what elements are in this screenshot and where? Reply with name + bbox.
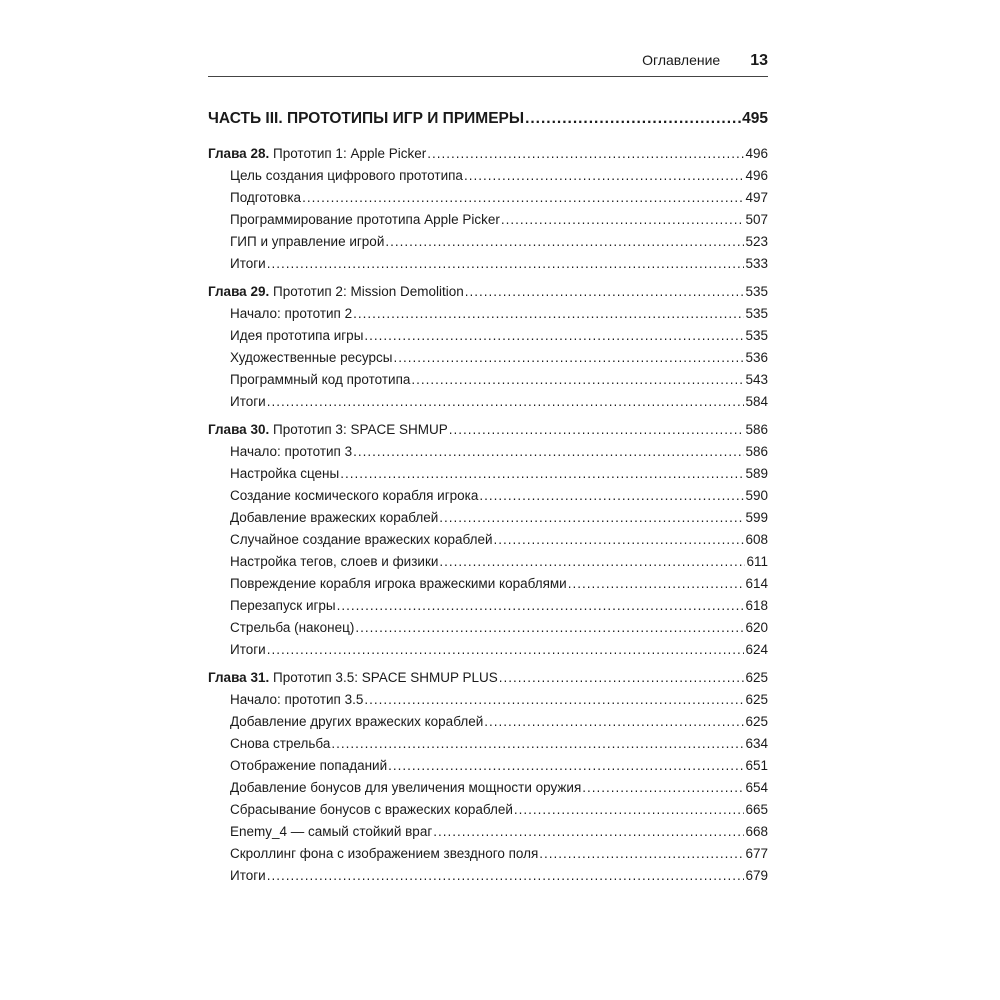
dot-leader: [388, 758, 744, 773]
chapter-group: [208, 422, 768, 664]
chapter-group: [208, 146, 768, 278]
section-title: Программный код прототипа: [230, 372, 411, 387]
dot-leader: [353, 444, 744, 459]
section-page: 497: [745, 190, 768, 205]
dot-leader: [439, 510, 744, 525]
chapter-entry[interactable]: [208, 146, 768, 168]
section-page: 651: [745, 758, 768, 773]
dot-leader: [267, 642, 745, 657]
section-entry[interactable]: [208, 168, 768, 190]
section-entry[interactable]: [208, 510, 768, 532]
chapter-group: [208, 670, 768, 890]
section-entry[interactable]: [208, 256, 768, 278]
section-page: 634: [745, 736, 768, 751]
section-page: 543: [745, 372, 768, 387]
section-entry[interactable]: [208, 394, 768, 416]
dot-leader: [484, 714, 744, 729]
section-title: Итоги: [230, 642, 266, 657]
dot-leader: [501, 212, 745, 227]
section-entry[interactable]: [208, 234, 768, 256]
section-entry[interactable]: [208, 846, 768, 868]
section-title: Добавление бонусов для увеличения мощности оружия: [230, 780, 582, 795]
chapter-list: [208, 146, 768, 890]
part-page: 495: [742, 110, 768, 127]
section-page: 599: [745, 510, 768, 525]
section-page: 625: [745, 692, 768, 707]
section-title: Программирование прототипа Apple Picker: [230, 212, 500, 227]
section-title: Настройка тегов, слоев и физики: [230, 554, 439, 569]
section-entry[interactable]: [208, 554, 768, 576]
section-page: 584: [745, 394, 768, 409]
section-entry[interactable]: [208, 802, 768, 824]
chapter-label: Глава 29.: [208, 284, 270, 299]
section-page: 611: [746, 554, 768, 569]
section-title: ГИП и управление игрой: [230, 234, 385, 249]
section-title: Сбрасывание бонусов с вражеских кораблей: [230, 802, 513, 817]
section-title: Перезапуск игры: [230, 598, 336, 613]
section-entry[interactable]: [208, 190, 768, 212]
chapter-title-wrap: [208, 670, 498, 685]
section-page: 589: [745, 466, 768, 481]
running-head: [208, 52, 768, 77]
dot-leader: [464, 168, 745, 183]
section-page: 590: [745, 488, 768, 503]
section-title: Отображение попаданий: [230, 758, 388, 773]
section-title: Создание космического корабля игрока: [230, 488, 479, 503]
section-page: 677: [745, 846, 768, 861]
chapter-title-wrap: [208, 284, 464, 299]
section-page: 533: [745, 256, 768, 271]
section-entry[interactable]: [208, 598, 768, 620]
section-page: 535: [745, 328, 768, 343]
chapter-page: 625: [745, 670, 768, 685]
dot-leader: [465, 284, 745, 299]
dot-leader: [582, 780, 744, 795]
section-page: 507: [745, 212, 768, 227]
section-title: Художественные ресурсы: [230, 350, 393, 365]
dot-leader: [411, 372, 744, 387]
dot-leader: [439, 554, 745, 569]
chapter-page: 496: [745, 146, 768, 161]
chapter-title-wrap: [208, 422, 448, 437]
section-page: 523: [745, 234, 768, 249]
dot-leader: [393, 350, 744, 365]
section-entry[interactable]: [208, 620, 768, 642]
section-entry[interactable]: [208, 466, 768, 488]
dot-leader: [499, 670, 745, 685]
section-page: 586: [745, 444, 768, 459]
dot-leader: [337, 598, 745, 613]
section-title: Начало: прототип 3.5: [230, 692, 364, 707]
section-title: Итоги: [230, 256, 266, 271]
dot-leader: [514, 802, 745, 817]
dot-leader: [479, 488, 744, 503]
part-heading[interactable]: [208, 110, 768, 138]
dot-leader: [364, 692, 744, 707]
dot-leader: [539, 846, 744, 861]
section-page: 654: [745, 780, 768, 795]
section-title: Начало: прототип 3: [230, 444, 353, 459]
dot-leader: [331, 736, 744, 751]
section-page: 624: [745, 642, 768, 657]
section-entry[interactable]: [208, 824, 768, 846]
section-title: Добавление других вражеских кораблей: [230, 714, 484, 729]
section-entry[interactable]: [208, 714, 768, 736]
section-entry[interactable]: [208, 488, 768, 510]
section-page: 620: [745, 620, 768, 635]
dot-leader: [433, 824, 744, 839]
dot-leader: [494, 532, 745, 547]
chapter-title: Прототип 3.5: SPACE SHMUP PLUS: [272, 670, 498, 685]
section-page: 535: [745, 306, 768, 321]
section-page: 536: [745, 350, 768, 365]
section-entry[interactable]: [208, 212, 768, 234]
chapter-label: Глава 28.: [208, 146, 270, 161]
chapter-entry[interactable]: [208, 422, 768, 444]
dot-leader: [568, 576, 745, 591]
dot-leader: [267, 394, 745, 409]
chapter-title: Прототип 2: Mission Demolition: [272, 284, 464, 299]
chapter-label: Глава 31.: [208, 670, 270, 685]
dot-leader: [302, 190, 744, 205]
section-title: Случайное создание вражеских кораблей: [230, 532, 493, 547]
chapter-page: 586: [745, 422, 768, 437]
section-title: Добавление вражеских кораблей: [230, 510, 439, 525]
section-title: Повреждение корабля игрока вражескими кораблями: [230, 576, 567, 591]
section-title: Итоги: [230, 394, 266, 409]
section-page: 614: [745, 576, 768, 591]
part-title: ЧАСТЬ III. ПРОТОТИПЫ ИГР И ПРИМЕРЫ: [208, 110, 525, 127]
section-page: 668: [745, 824, 768, 839]
chapter-title-wrap: [208, 146, 426, 161]
dot-leader: [355, 620, 744, 635]
dot-leader: [385, 234, 744, 249]
dot-leader: [340, 466, 744, 481]
section-page: 608: [745, 532, 768, 547]
chapter-entry[interactable]: [208, 670, 768, 692]
section-title: Enemy_4 — самый стойкий враг: [230, 824, 433, 839]
section-entry[interactable]: [208, 758, 768, 780]
dot-leader: [267, 256, 745, 271]
section-title: Снова стрельба: [230, 736, 331, 751]
chapter-title: Прототип 3: SPACE SHMUP: [272, 422, 448, 437]
section-page: 665: [745, 802, 768, 817]
running-head-title: Оглавление: [642, 52, 721, 68]
dot-leader: [267, 868, 745, 883]
section-entry[interactable]: [208, 868, 768, 890]
section-entry[interactable]: [208, 532, 768, 554]
chapter-entry[interactable]: [208, 284, 768, 306]
section-title: Подготовка: [230, 190, 302, 205]
dot-leader: [525, 110, 741, 128]
table-of-contents: [208, 110, 768, 896]
page-number: 13: [750, 52, 768, 69]
section-title: Стрельба (наконец): [230, 620, 355, 635]
chapter-title: Прототип 1: Apple Picker: [272, 146, 427, 161]
section-entry[interactable]: [208, 692, 768, 714]
section-page: 496: [745, 168, 768, 183]
dot-leader: [364, 328, 744, 343]
section-page: 625: [745, 714, 768, 729]
chapter-label: Глава 30.: [208, 422, 270, 437]
dot-leader: [427, 146, 744, 161]
section-entry[interactable]: [208, 780, 768, 802]
section-title: Идея прототипа игры: [230, 328, 364, 343]
section-page: 679: [745, 868, 768, 883]
section-title: Итоги: [230, 868, 266, 883]
section-title: Начало: прототип 2: [230, 306, 353, 321]
section-entry[interactable]: [208, 736, 768, 758]
section-entry[interactable]: [208, 306, 768, 328]
section-title: Настройка сцены: [230, 466, 340, 481]
section-title: Скроллинг фона с изображением звездного поля: [230, 846, 539, 861]
section-entry[interactable]: [208, 642, 768, 664]
chapter-page: 535: [745, 284, 768, 299]
dot-leader: [353, 306, 744, 321]
section-entry[interactable]: [208, 328, 768, 350]
chapter-group: [208, 284, 768, 416]
section-entry[interactable]: [208, 576, 768, 598]
section-entry[interactable]: [208, 350, 768, 372]
dot-leader: [449, 422, 745, 437]
section-entry[interactable]: [208, 444, 768, 466]
section-entry[interactable]: [208, 372, 768, 394]
section-title: Цель создания цифрового прототипа: [230, 168, 463, 183]
section-page: 618: [745, 598, 768, 613]
